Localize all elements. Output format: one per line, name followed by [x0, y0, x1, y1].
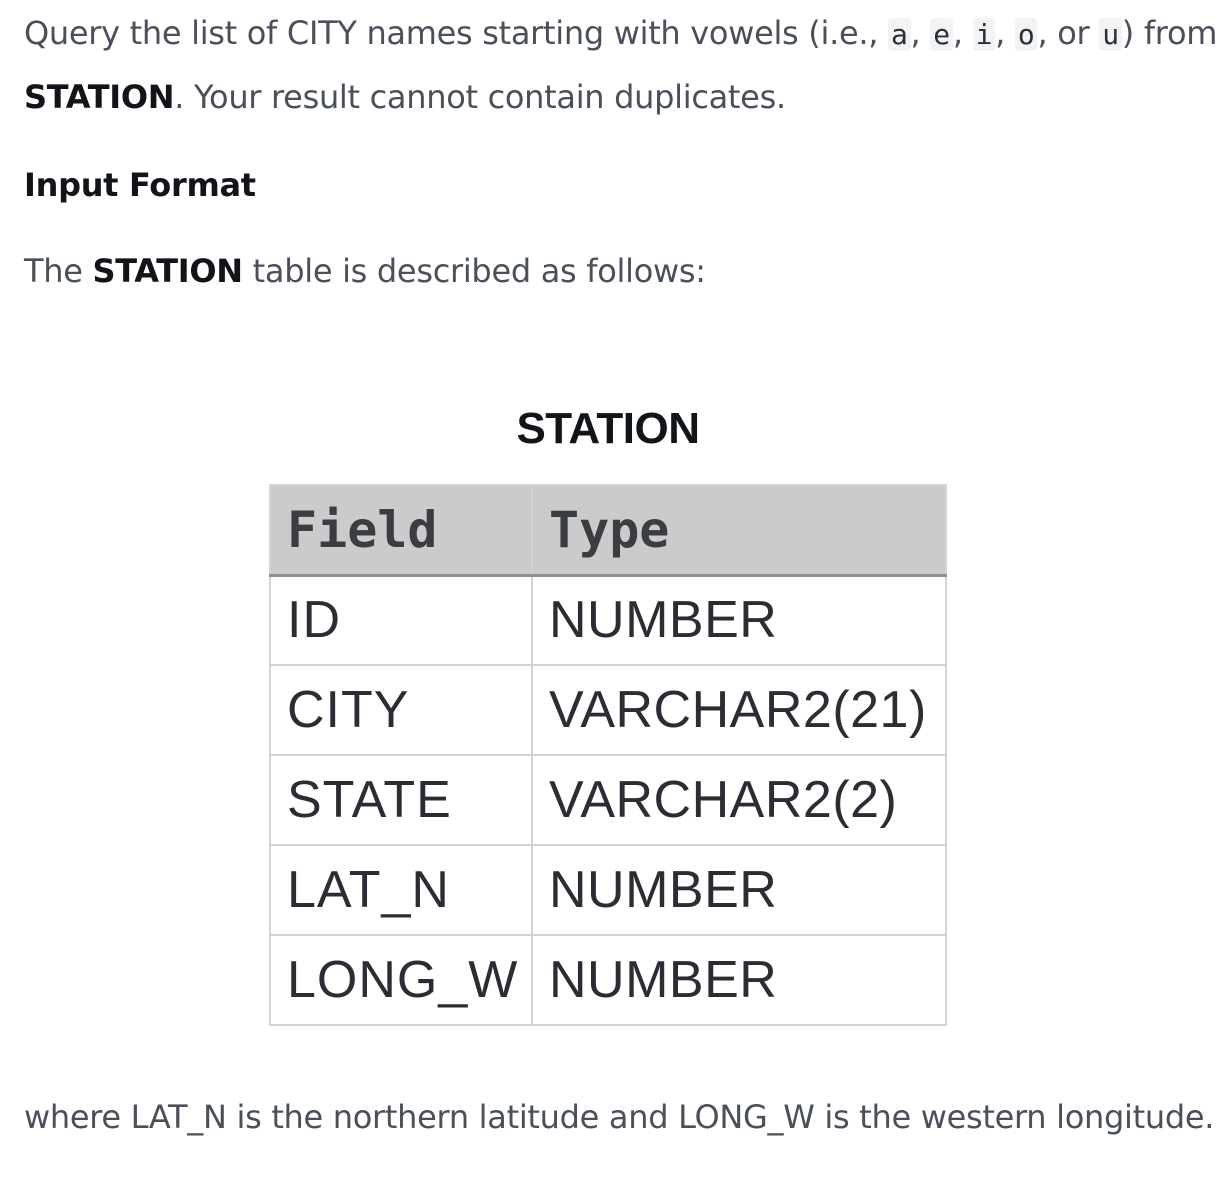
table-row	[270, 935, 946, 1025]
schema-table-title: STATION	[516, 404, 700, 453]
field-cell: ID	[270, 575, 532, 665]
field-cell: LONG_W	[270, 935, 532, 1025]
field-column-header: Field	[270, 485, 532, 575]
station-schema-table	[269, 484, 947, 1026]
table-row	[270, 575, 946, 665]
table-row	[270, 845, 946, 935]
type-cell: VARCHAR2(2)	[532, 755, 946, 845]
input-format-description: The STATION table is described as follows:	[24, 252, 706, 290]
field-cell: LAT_N	[270, 845, 532, 935]
problem-statement-line-2: STATION. Your result cannot contain duplicates.	[24, 78, 786, 116]
table-row	[270, 665, 946, 755]
vowel-e-code: e	[930, 18, 953, 51]
field-cell: STATE	[270, 755, 532, 845]
type-cell: NUMBER	[532, 575, 946, 665]
vowel-u-code: u	[1099, 18, 1122, 51]
coordinate-footnote: where LAT_N is the northern latitude and LONG_W is the western longitude.	[24, 1098, 1215, 1136]
type-cell: VARCHAR2(21)	[532, 665, 946, 755]
vowel-o-code: o	[1015, 18, 1038, 51]
problem-statement-line-1: Query the list of CITY names starting with vowels (i.e., a, e, i, o, or u) from	[24, 14, 1217, 52]
table-row	[270, 755, 946, 845]
input-format-heading: Input Format	[24, 166, 256, 204]
type-cell: NUMBER	[532, 845, 946, 935]
station-table-name: STATION	[24, 78, 175, 116]
vowel-a-code: a	[888, 18, 911, 51]
vowel-i-code: i	[973, 18, 996, 51]
field-cell: CITY	[270, 665, 532, 755]
schema-header-row	[270, 485, 946, 575]
type-cell: NUMBER	[532, 935, 946, 1025]
type-column-header: Type	[532, 485, 946, 575]
